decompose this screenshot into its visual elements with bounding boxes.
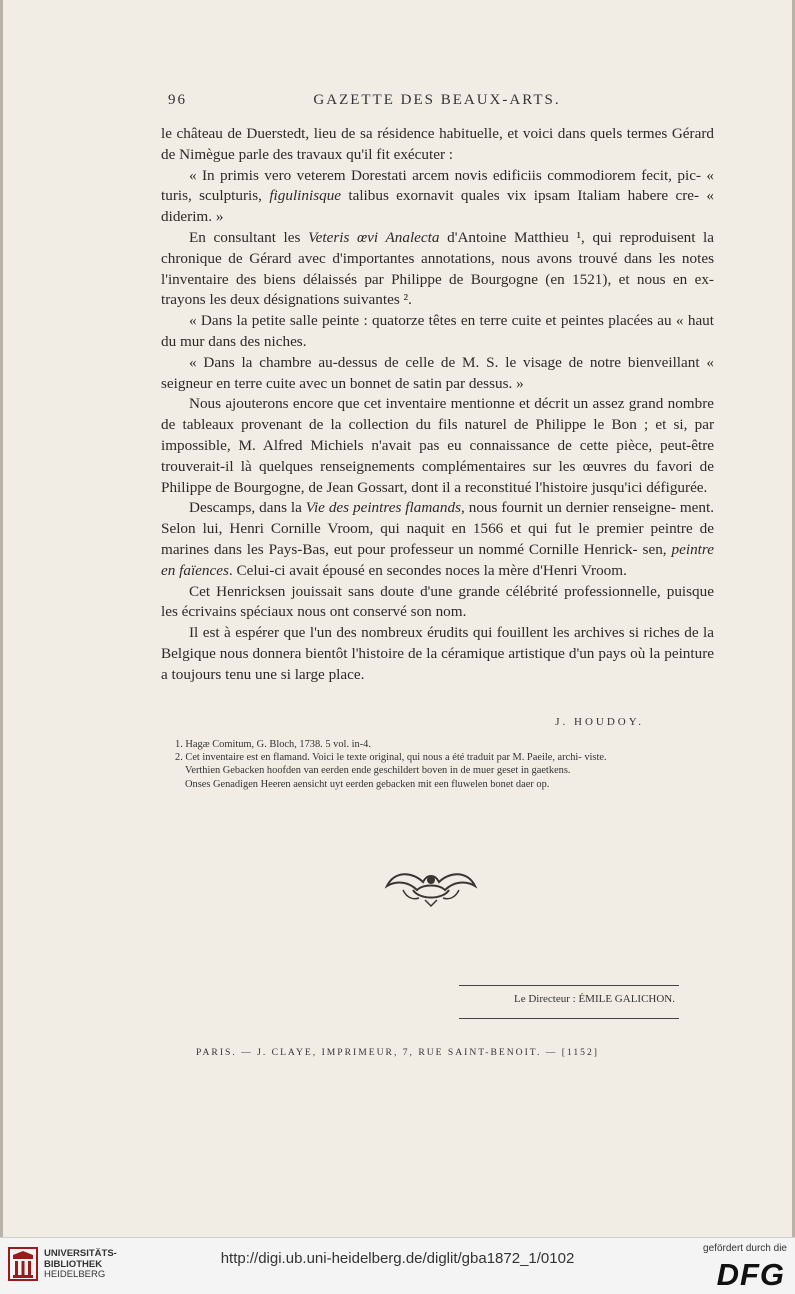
printer-imprint: PARIS. — J. CLAYE, IMPRIMEUR, 7, RUE SAINT-BENOIT. — [1152]	[196, 1047, 599, 1058]
page-number: 96	[168, 92, 187, 108]
dutch-quote: Onses Genadigen Heeren aensicht uyt eerden gebacken mit een fluwelen bonet daer op.	[185, 778, 550, 790]
paragraph: « Dans la petite salle peinte : quatorze têtes en terre cuite et peintes placées au « haut du mur dans des niches.	[161, 312, 714, 350]
footnote: 2. Cet inventaire est en flamand. Voici le texte original, qui nous a été traduit par M. Paeile, archi- viste.	[175, 752, 607, 764]
library-name-line: UNIVERSITÄTS-	[44, 1248, 117, 1259]
permalink-url[interactable]: http://digi.ub.uni-heidelberg.de/diglit/gba1872_1/0102	[220, 1250, 575, 1267]
divider	[459, 1018, 679, 1019]
paragraph: Il est à espérer que l'un des nombreux érudits qui fouillent les archives si riches de la Belgique nous donnera bientôt l'histoire de la céramique artistique d'un pays où la peinture a toujours tenu une si large place.	[161, 624, 714, 683]
author-signature: J. HOUDOY.	[555, 716, 644, 728]
funding-label: gefördert durch die	[703, 1243, 787, 1254]
divider	[459, 985, 679, 986]
journal-title: GAZETTE DES BEAUX-ARTS.	[313, 92, 561, 108]
ornament-icon	[383, 860, 479, 908]
paragraph: Nous ajouterons encore que cet inventaire mentionne et décrit un assez grand nombre de tableaux provenant de la collection du fils naturel de Philippe le Bon ; et si, par impossible, M. Alfred Michiels n'avait pas eu connaissance de cette pièce, peut-être trouverait-il là quelques renseignements complémentaires sur les œuvres du favori de Philippe de Bourgogne, de Jean Gossart, dont il a reconstitué l'histoire jusqu'ici défigurée.	[161, 395, 714, 496]
paragraph: Cet Henricksen jouissait sans doute d'une grande célébrité professionnelle, puisque les écrivains spéciaux nous ont conservé son nom.	[161, 582, 714, 621]
director-line: Le Directeur : ÉMILE GALICHON.	[514, 993, 675, 1005]
paragraph: le château de Duerstedt, lieu de sa résidence habituelle, et voici dans quels termes Gérard de Nimègue parle des travaux qu'il fit exécuter :	[161, 125, 714, 163]
footnotes	[171, 738, 711, 791]
paragraph: Descamps, dans la Vie des peintres flamands, nous fournit un dernier renseigne- ment. Selon lui, Henri Cornille Vroom, qui naquit en 1566 et qui fut le premier peintre de marines dans les Pays-Bas, eut pour professeur un nommé Cornille Henrick- sen, peintre en faïences. Celui-ci avait épousé en secondes noces la mère d'Henri Vroom.	[161, 499, 714, 579]
running-header	[160, 92, 714, 114]
article-body	[161, 124, 714, 686]
paragraph: « In primis vero veterem Dorestati arcem novis edificiis commodiorem fecit, pic- « turis, sculpturis, figulinisque talibus exornavit quales vix ipsam Italiam habere cre- « diderim. »	[161, 166, 714, 226]
dutch-quote: Verthien Gebacken hoofden van eerden ende geschildert boven in de muer geset in gaetkens.	[185, 765, 571, 777]
footnote: 1. Hagæ Comitum, G. Bloch, 1738. 5 vol. in-4.	[175, 739, 371, 750]
library-name-line: HEIDELBERG	[44, 1269, 106, 1280]
library-name-line: BIBLIOTHEK	[44, 1258, 103, 1270]
paragraph: En consultant les Veteris œvi Analecta d'Antoine Matthieu ¹, qui reproduisent la chronique de Gérard avec d'importantes annotations, nous avons trouvé dans les notes l'inventaire des biens délaissés par Philippe de Bourgogne (en 1521), et nous en ex- trayons les deux désignations suivantes ².	[161, 228, 715, 309]
paragraph: « Dans la chambre au-dessus de celle de M. S. le visage de notre bienveillant « seigneur en terre cuite avec un bonnet de satin par dessus. »	[161, 353, 714, 392]
dfg-logo[interactable]: DFG	[716, 1257, 785, 1292]
